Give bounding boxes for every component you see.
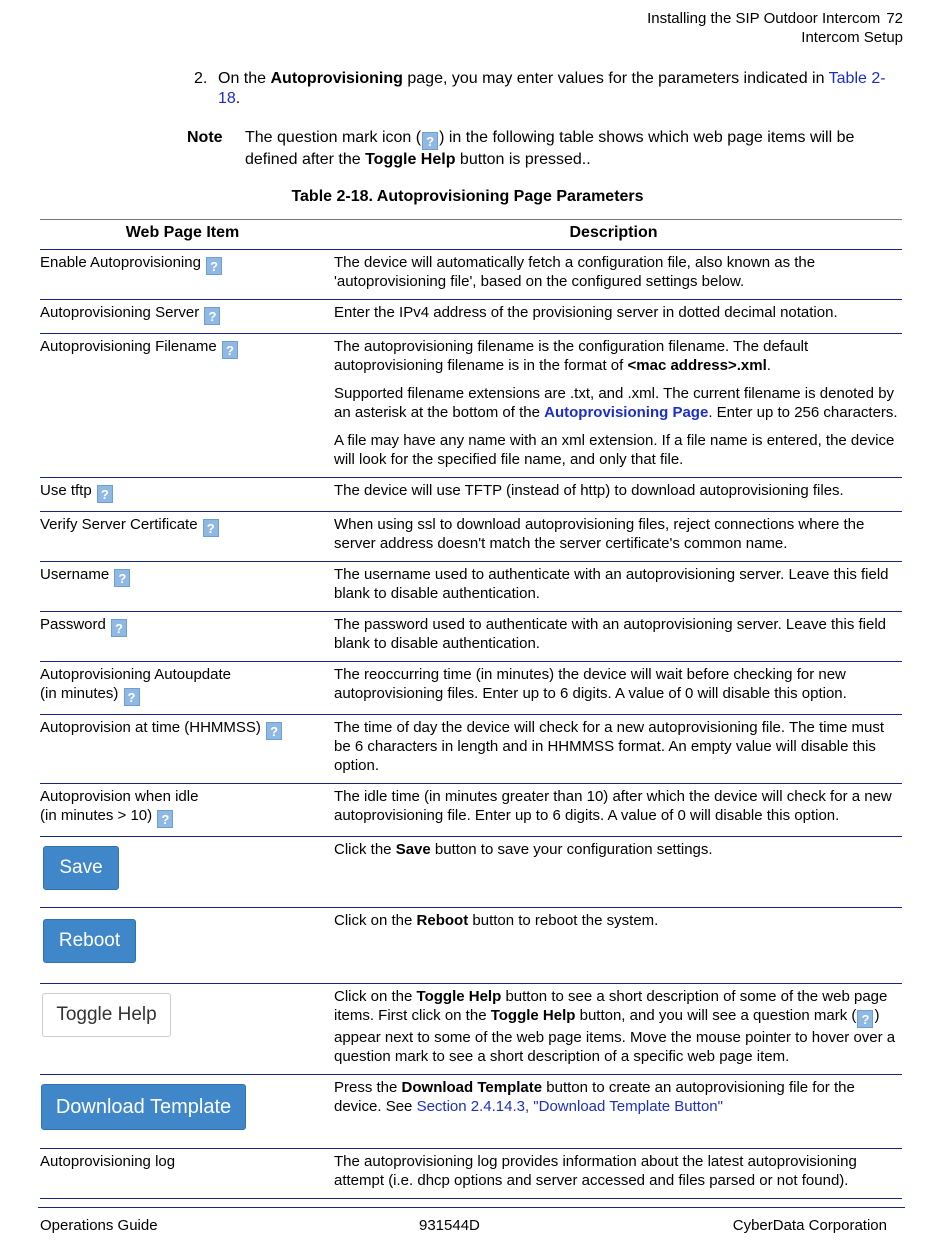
desc-text: Click the [334, 841, 396, 858]
step-text-end: . [235, 90, 241, 107]
description-cell: The autoprovisioning log provides information about the latest autoprovisioning attempt (i.e. dhcp options and server accessed and files parsed or not found). [325, 1149, 902, 1199]
table-row [40, 1149, 902, 1199]
desc-text: The autoprovisioning filename is the configuration filename. The default autoprovisioning filename is in the format of [334, 338, 809, 374]
desc-text: button, and you will see a question mark ( [575, 1007, 857, 1024]
item-label: Enable Autoprovisioning [40, 254, 201, 271]
header-title: Installing the SIP Outdoor Intercom [647, 10, 881, 27]
desc-bold: Reboot [416, 912, 469, 929]
table-row [40, 334, 902, 478]
parameters-table [40, 219, 902, 1199]
desc-text: button to see a short description of some of the web page items. First click on the [334, 988, 888, 1024]
description-cell: When using ssl to download autoprovisioning files, reject connections where the server address doesn't match the server certificate's common name. [325, 512, 902, 562]
description-cell: The username used to authenticate with an autoprovisioning server. Leave this field blank to disable authentication. [325, 562, 902, 612]
item-label: Autoprovision when idle [40, 788, 199, 805]
help-question-icon: ? [266, 722, 282, 740]
desc-text: . Enter up to 256 characters. [708, 404, 898, 421]
header-subtitle: Intercom Setup [801, 29, 903, 46]
table-row [40, 250, 902, 300]
save-button[interactable]: Save [43, 846, 119, 890]
table-row [40, 837, 902, 908]
description-cell: Enter the IPv4 address of the provisioning server in dotted decimal notation. [325, 300, 902, 334]
footer-center: 931544D [419, 1217, 480, 1234]
description-cell: The reoccurring time (in minutes) the device will wait before checking for new autoprovisioning files. Enter up to 6 digits. A value of 0 will disable this option. [325, 662, 902, 715]
help-question-icon: ? [857, 1010, 873, 1028]
help-question-icon: ? [97, 485, 113, 503]
step-number: 2. [194, 70, 208, 87]
note-text-pre: The question mark icon ( [245, 129, 422, 146]
table-row [40, 984, 902, 1075]
column-header-item: Web Page Item [40, 220, 325, 250]
help-question-icon: ? [222, 341, 238, 359]
desc-text: Press the [334, 1079, 402, 1096]
desc-bold: Toggle Help [490, 1007, 576, 1024]
footer-right: CyberData Corporation [732, 1217, 887, 1234]
item-label: Use tftp [40, 482, 92, 499]
description-paragraph [334, 384, 902, 422]
description-cell [325, 334, 902, 478]
table-caption: Table 2-18. Autoprovisioning Page Parameters [291, 188, 644, 205]
item-label: Password [40, 616, 106, 633]
page-footer [38, 1207, 905, 1234]
help-question-icon: ? [206, 257, 222, 275]
autoprovisioning-page-link[interactable]: Autoprovisioning Page [544, 404, 709, 421]
item-cell [40, 837, 325, 908]
item-label: (in minutes) [40, 685, 119, 702]
help-question-icon: ? [204, 307, 220, 325]
desc-bold: <mac address>.xml [627, 357, 767, 374]
description-cell: The device will use TFTP (instead of http) to download autoprovisioning files. [325, 478, 902, 512]
help-question-icon: ? [114, 569, 130, 587]
table-row [40, 662, 902, 715]
toggle-help-button[interactable]: Toggle Help [42, 993, 171, 1037]
desc-bold: Download Template [401, 1079, 543, 1096]
item-label: Autoprovisioning Autoupdate [40, 666, 231, 683]
item-cell [40, 784, 325, 837]
table-row [40, 784, 902, 837]
description-cell: The password used to authenticate with an autoprovisioning server. Leave this field blank to disable authentication. [325, 612, 902, 662]
table-row [40, 300, 902, 334]
desc-text: button to reboot the system. [468, 912, 659, 929]
desc-text: button to save your configuration settings. [430, 841, 713, 858]
description-paragraph [334, 337, 902, 375]
table-row [40, 512, 902, 562]
item-cell [40, 612, 325, 662]
description-cell: The device will automatically fetch a configuration file, also known as the 'autoprovisioning file', based on the configured settings below. [325, 250, 902, 300]
desc-text: button to create an autoprovisioning file for the device. See [334, 1079, 855, 1115]
table-row [40, 1075, 902, 1149]
help-question-icon: ? [157, 810, 173, 828]
section-link[interactable]: Section 2.4.14.3, "Download Template Button" [416, 1098, 723, 1115]
item-cell [40, 478, 325, 512]
item-label: Autoprovisioning Filename [40, 338, 217, 355]
help-question-icon: ? [124, 688, 140, 706]
note-text-end: button is pressed.. [455, 151, 591, 168]
desc-text: Click on the [334, 912, 417, 929]
item-cell [40, 1149, 325, 1199]
help-question-icon: ? [111, 619, 127, 637]
note-text-mid: ) in the following table shows which web page items will be defined after the [245, 129, 855, 168]
description-cell [325, 837, 902, 908]
item-label: Username [40, 566, 110, 583]
note-text-bold: Toggle Help [365, 151, 456, 168]
description-cell: The time of day the device will check for a new autoprovisioning file. The time must be 6 characters in length and in HHMMSS format. An empty value will disable this option. [325, 715, 902, 784]
help-question-icon: ? [203, 519, 219, 537]
item-label: (in minutes > 10) [40, 807, 153, 824]
item-cell [40, 908, 325, 984]
item-cell [40, 662, 325, 715]
description-cell: The idle time (in minutes greater than 10) after which the device will check for a new autoprovisioning file. Enter up to 6 digits. A value of 0 will disable this option. [325, 784, 902, 837]
item-cell [40, 512, 325, 562]
step-text-pre: On the [218, 70, 271, 87]
item-cell [40, 984, 325, 1075]
item-label: Autoprovision at time (HHMMSS) [40, 719, 261, 736]
reboot-button[interactable]: Reboot [43, 919, 136, 963]
desc-text: Click on the [334, 988, 417, 1005]
item-label: Autoprovisioning log [40, 1153, 176, 1170]
download-template-button[interactable]: Download Template [41, 1084, 246, 1130]
note-text [245, 128, 900, 170]
item-label: Autoprovisioning Server [40, 304, 200, 321]
table-row [40, 908, 902, 984]
desc-bold: Toggle Help [416, 988, 502, 1005]
item-cell [40, 250, 325, 300]
item-cell [40, 562, 325, 612]
item-cell [40, 300, 325, 334]
footer-left: Operations Guide [40, 1217, 158, 1234]
step-text [218, 69, 898, 109]
desc-text: . [766, 357, 771, 374]
desc-text: Supported filename extensions are .txt, and .xml. The current filename is denoted by an asterisk at the bottom of the [334, 385, 895, 421]
table-row [40, 478, 902, 512]
item-cell [40, 715, 325, 784]
table-link[interactable]: Table 2-18 [218, 70, 886, 107]
table-header-row [40, 220, 902, 250]
item-cell [40, 334, 325, 478]
description-cell [325, 984, 902, 1075]
note-label: Note [187, 129, 223, 146]
page-number: 72 [886, 10, 903, 27]
table-row [40, 562, 902, 612]
item-cell [40, 1075, 325, 1149]
desc-bold: Save [395, 841, 431, 858]
step-text-bold: Autoprovisioning [270, 70, 403, 87]
column-header-description: Description [325, 220, 902, 250]
step-text-mid: page, you may enter values for the parameters indicated in [402, 70, 829, 87]
item-label: Verify Server Certificate [40, 516, 198, 533]
help-question-icon: ? [422, 132, 438, 150]
page-header [647, 9, 903, 47]
table-row [40, 715, 902, 784]
table-row [40, 612, 902, 662]
desc-text: ) appear next to some of the web page items. Move the mouse pointer to hover over a question mark to see a short description of a specific web page item. [334, 1007, 896, 1065]
description-cell [325, 908, 902, 984]
description-cell [325, 1075, 902, 1149]
description-paragraph: A file may have any name with an xml extension. If a file name is entered, the device will look for the specified file name, and only that file. [334, 432, 895, 468]
